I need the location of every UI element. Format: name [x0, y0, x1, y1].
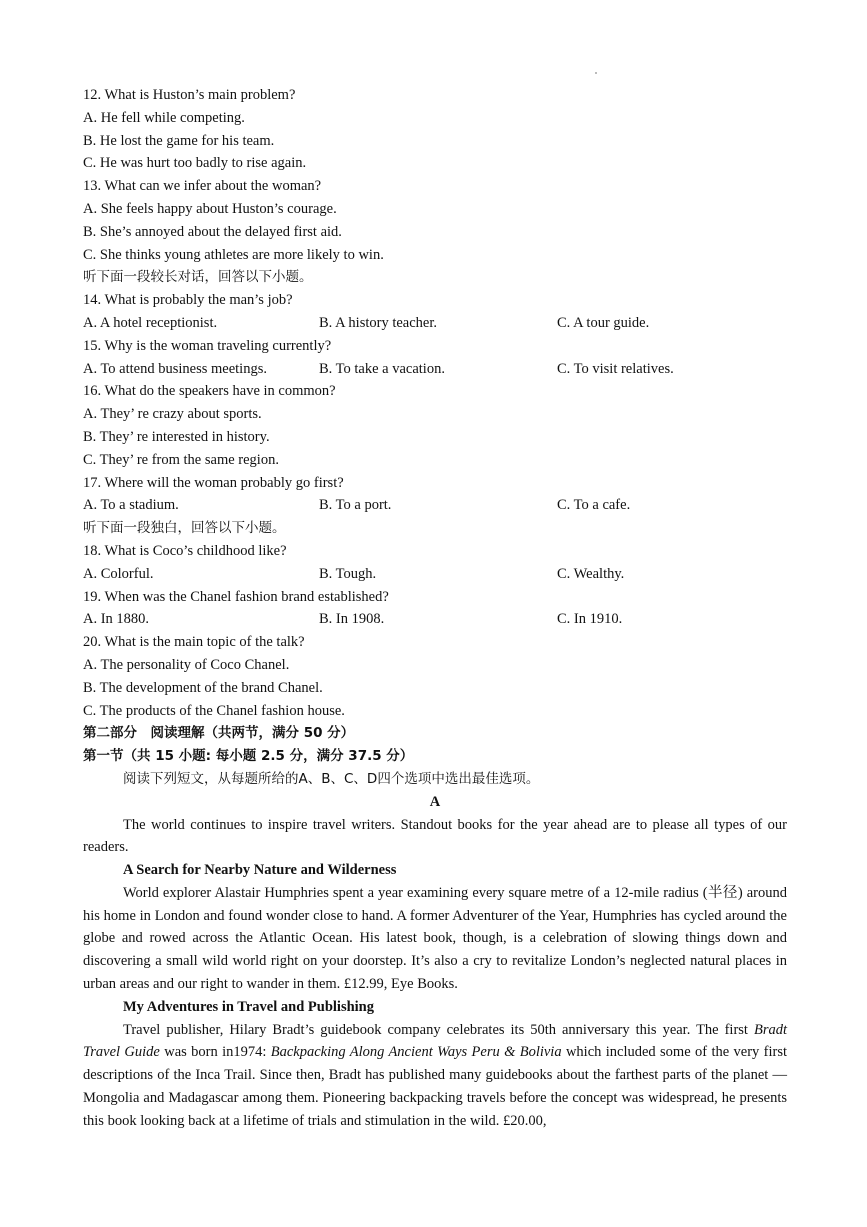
option-c: C. To a cafe. — [557, 497, 631, 514]
question-stem: 13. What can we infer about the woman? — [83, 178, 322, 195]
option-b: B. She’s annoyed about the delayed first aid. — [83, 223, 342, 240]
question-20 — [83, 631, 787, 722]
passage-label: A — [429, 793, 441, 810]
question-stem: 20. What is the main topic of the talk? — [83, 634, 305, 651]
question-stem: 18. What is Coco’s childhood like? — [83, 542, 287, 559]
book-two-title: My Adventures in Travel and Publishing — [123, 998, 374, 1015]
text-run: Travel publisher, Hilary Bradt’s guidebook company celebrates its 50th anniversary this year. The first — [123, 1021, 754, 1038]
section-one-title: 第一节（共 15 小题: 每小题 2.5 分，满分 37.5 分） — [83, 748, 414, 765]
options-row — [83, 494, 787, 517]
option-c: C. She thinks young athletes are more likely to win. — [83, 246, 384, 263]
question-16 — [83, 380, 787, 471]
exam-page — [83, 84, 787, 1133]
option-b: B. The development of the brand Chanel. — [83, 679, 323, 696]
option-a: A. A hotel receptionist. — [83, 314, 218, 331]
question-15 — [83, 335, 787, 381]
option-c: C. To visit relatives. — [557, 360, 674, 377]
options-row — [83, 312, 787, 335]
text-run: was born in1974: — [159, 1044, 271, 1061]
question-stem: 15. Why is the woman traveling currently? — [83, 337, 332, 354]
option-c: C. They’ re from the same region. — [83, 451, 279, 468]
options-row — [83, 563, 787, 586]
question-stem: 19. When was the Chanel fashion brand established? — [83, 588, 389, 605]
question-stem: 14. What is probably the man’s job? — [83, 292, 293, 309]
option-c: C. In 1910. — [557, 611, 623, 628]
scan-speck — [595, 72, 597, 74]
option-b: B. Tough. — [319, 565, 377, 582]
option-b: B. In 1908. — [319, 611, 385, 628]
option-b: B. They’ re interested in history. — [83, 428, 270, 445]
text-run: which included some of the very first descriptions of the Inca Trail. Since then, Bradt has published many guidebooks about the farthest parts of the planet — Mongolia and Madagascar among them. Pioneering backpacking travels before the concept was widespread, he presents this book looking back at a lifetime of trials and stimulation in the wild. £20.00, — [83, 1044, 787, 1129]
question-stem: 12. What is Huston’s main problem? — [83, 87, 296, 103]
option-a: A. She feels happy about Huston’s courage. — [83, 200, 337, 217]
option-c: C. Wealthy. — [557, 565, 625, 582]
option-a: A. They’ re crazy about sports. — [83, 406, 262, 423]
option-a: A. The personality of Coco Chanel. — [83, 656, 290, 673]
book-two-description — [83, 1019, 787, 1133]
question-13 — [83, 175, 787, 266]
option-b: B. A history teacher. — [319, 314, 437, 331]
option-b: B. To take a vacation. — [319, 360, 445, 377]
guide-title: Bradt Travel Guide — [83, 1021, 787, 1061]
book-one-description: World explorer Alastair Humphries spent a year examining every square metre of a 12-mile radius (半径) around his home in London and found wonder close to hand. A former Adventurer of the Year, Humphries has cycled around the globe and rowed across the Atlantic Ocean. His latest book, though, is a celebration of slowing things down and discovering a small wild world right on your doorstep. It’s also a cry to revitalize London’s neglected natural places in urban areas and our right to wander in them. £12.99, Eye Books. — [83, 884, 787, 993]
dialog-instruction: 听下面一段较长对话，回答以下小题。 — [83, 269, 313, 286]
question-14 — [83, 289, 787, 335]
book-title: Backpacking Along Ancient Ways Peru & Bolivia — [270, 1044, 562, 1061]
question-stem: 16. What do the speakers have in common? — [83, 383, 336, 400]
book-one-title: A Search for Nearby Nature and Wilderness — [123, 862, 397, 879]
option-c: C. He was hurt too badly to rise again. — [83, 155, 307, 172]
question-12 — [83, 84, 787, 175]
option-c: C. A tour guide. — [557, 314, 650, 331]
passage-intro: The world continues to inspire travel writers. Standout books for the year ahead are to please all types of our readers. — [83, 816, 787, 856]
section-one-heading — [83, 745, 787, 768]
question-19 — [83, 586, 787, 632]
option-b: B. He lost the game for his team. — [83, 132, 275, 149]
question-17 — [83, 472, 787, 518]
option-a: A. To a stadium. — [83, 497, 179, 514]
section-one-instruction: 阅读下列短文，从每题所给的A、B、C、D四个选项中选出最佳选项。 — [123, 770, 540, 787]
question-stem: 17. Where will the woman probably go first? — [83, 474, 344, 491]
option-c: C. The products of the Chanel fashion house. — [83, 702, 345, 719]
part-two-heading: 第二部分 阅读理解（共两节，满分 50 分） — [83, 725, 355, 742]
option-a: A. In 1880. — [83, 611, 150, 628]
monologue-instruction: 听下面一段独白，回答以下小题。 — [83, 520, 286, 537]
options-row — [83, 608, 787, 631]
option-b: B. To a port. — [319, 497, 392, 514]
option-a: A. To attend business meetings. — [83, 360, 267, 377]
option-a: A. Colorful. — [83, 565, 154, 582]
option-a: A. He fell while competing. — [83, 109, 245, 126]
question-18 — [83, 540, 787, 586]
options-row — [83, 358, 787, 381]
